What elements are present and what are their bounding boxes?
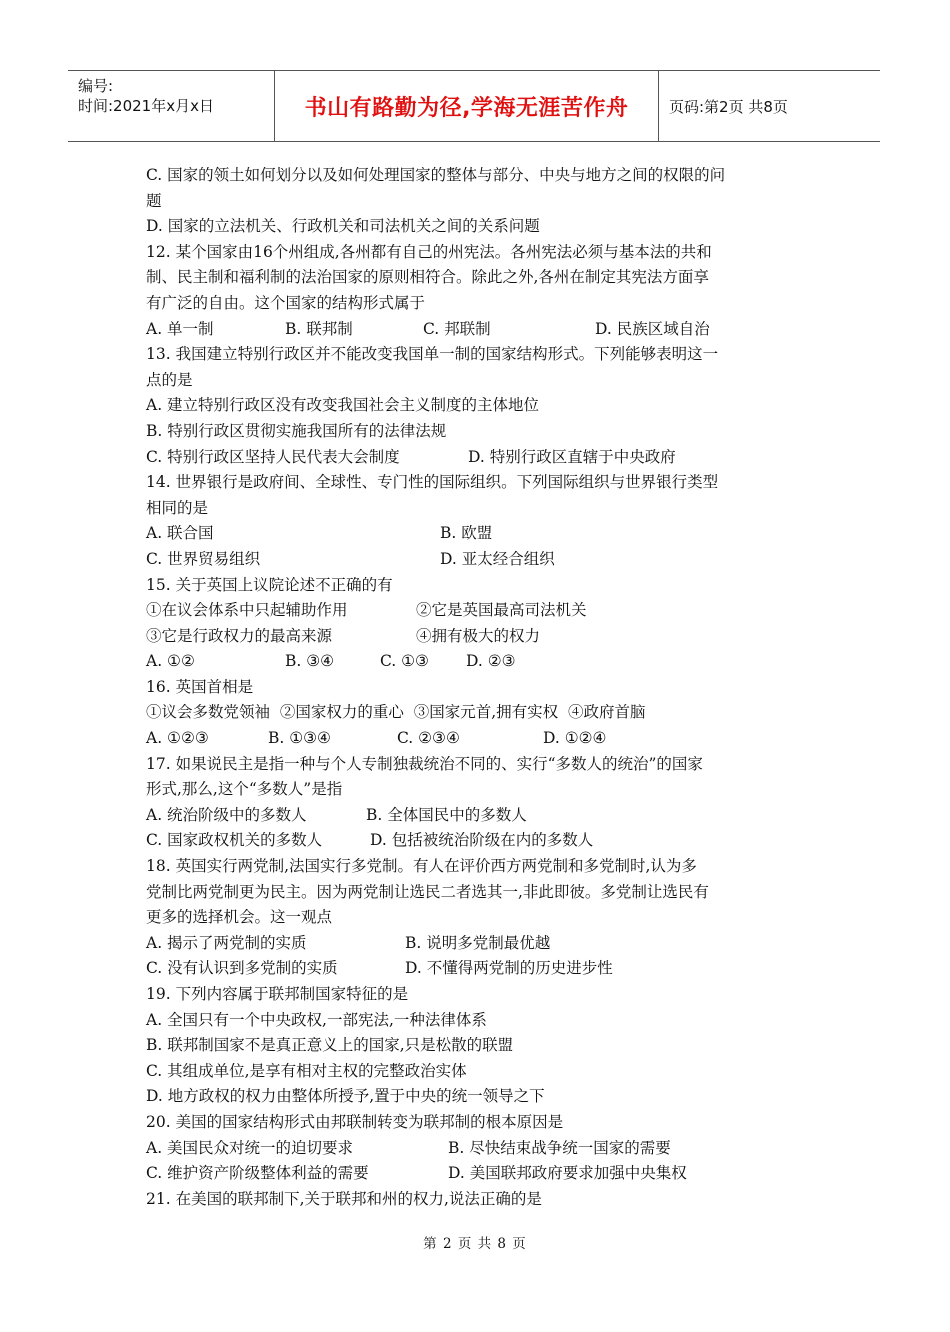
options-row [146, 803, 806, 829]
question-14: 14. 世界银行是政府间、全球性、专门性的国际组织。下列国际组织与世界银行类型 [146, 473, 719, 492]
text-line: 党制比两党制更为民主。因为两党制让选民二者选其一,非此即彼。多党制让选民有 [146, 882, 709, 901]
statement-2: ②它是英国最高司法机关 [416, 601, 587, 620]
text-line: 有广泛的自由。这个国家的结构形式属于 [146, 293, 426, 312]
option-d: D. 亚太经合组织 [440, 549, 555, 568]
option-d: D. 特别行政区直辖于中央政府 [468, 447, 676, 466]
option-a: A. 全国只有一个中央政权,一部宪法,一种法律体系 [146, 1010, 487, 1029]
text-line: 题 [146, 191, 162, 210]
motto: 书山有路勤为径,学海无涯苦作舟 [304, 95, 629, 121]
time-label: 时间:2021年x月x日 [78, 97, 214, 115]
options-row [146, 1136, 806, 1162]
option-c: C. 世界贸易组织 [146, 549, 261, 568]
question-17: 17. 如果说民主是指一种与个人专制独裁统治不同的、实行“多数人的统治”的国家 [146, 754, 703, 773]
option-a: A. 统治阶级中的多数人 [146, 805, 307, 824]
option-b: B. 说明多党制最优越 [405, 933, 551, 952]
options-row [146, 1161, 806, 1187]
option-c: C. ②③④ [397, 729, 460, 748]
options-row [146, 521, 806, 547]
text-line: D. 国家的立法机关、行政机关和司法机关之间的关系问题 [146, 217, 540, 236]
statement-3: ③它是行政权力的最高来源 [146, 626, 333, 645]
option-d: D. ②③ [466, 652, 516, 671]
option-c: C. 其组成单位,是享有相对主权的完整政治实体 [146, 1061, 467, 1080]
option-d: D. 地方政权的权力由整体所授予,置于中央的统一领导之下 [146, 1087, 545, 1106]
option-b: B. 欧盟 [440, 524, 493, 543]
option-d: D. 美国联邦政府要求加强中央集权 [448, 1164, 687, 1183]
option-b: B. 尽快结束战争统一国家的需要 [448, 1138, 671, 1157]
text-line: 制、民主制和福利制的法治国家的原则相符合。除此之外,各州在制定其宪法方面享 [146, 268, 709, 287]
option-c: C. 邦联制 [423, 319, 491, 338]
question-12: 12. 某个国家由16个州组成,各州都有自己的州宪法。各州宪法必须与基本法的共和 [146, 242, 712, 261]
option-a: A. 单一制 [146, 319, 214, 338]
question-15: 15. 关于英国上议院论述不正确的有 [146, 575, 393, 594]
number-label: 编号: [78, 77, 114, 95]
document-body [146, 163, 806, 1212]
option-d: D. 包括被统治阶级在内的多数人 [370, 831, 594, 850]
text-line: 更多的选择机会。这一观点 [146, 908, 333, 927]
statement-4: ④拥有极大的权力 [416, 626, 541, 645]
page-info: 页码:第2页 共8页 [669, 97, 788, 116]
header-meta [68, 71, 275, 141]
option-a: A. 联合国 [146, 524, 214, 543]
option-d: D. 民族区域自治 [595, 319, 710, 338]
options-row [146, 547, 806, 573]
option-b: B. 全体国民中的多数人 [366, 805, 527, 824]
header-page-cell [659, 71, 880, 141]
option-b: B. ③④ [285, 652, 335, 671]
options-row [146, 445, 806, 471]
page-header [68, 70, 880, 142]
option-d: D. ①②④ [543, 729, 607, 748]
option-a: A. ①②③ [146, 729, 209, 748]
option-b: B. ①③④ [268, 729, 331, 748]
option-a: A. 揭示了两党制的实质 [146, 933, 307, 952]
options-row [146, 956, 806, 982]
question-21: 21. 在美国的联邦制下,关于联邦和州的权力,说法正确的是 [146, 1189, 542, 1208]
text-line: C. 国家的领土如何划分以及如何处理国家的整体与部分、中央与地方之间的权限的问 [146, 166, 726, 184]
options-row [146, 317, 806, 343]
option-c: C. ①③ [380, 652, 429, 671]
question-18: 18. 英国实行两党制,法国实行多党制。有人在评价西方两党制和多党制时,认为多 [146, 857, 697, 876]
option-a: A. 美国民众对统一的迫切要求 [146, 1138, 354, 1157]
statements-row: ①议会多数党领袖 ②国家权力的重心 ③国家元首,拥有实权 ④政府首脑 [146, 703, 646, 722]
option-c: C. 维护资产阶级整体利益的需要 [146, 1164, 369, 1183]
option-b: B. 联邦制国家不是真正意义上的国家,只是松散的联盟 [146, 1036, 514, 1055]
option-c: C. 没有认识到多党制的实质 [146, 959, 338, 978]
option-b: B. 特别行政区贯彻实施我国所有的法律法规 [146, 421, 447, 440]
question-20: 20. 美国的国家结构形式由邦联制转变为联邦制的根本原因是 [146, 1112, 564, 1131]
text-line: 形式,那么,这个“多数人”是指 [146, 780, 343, 799]
question-19: 19. 下列内容属于联邦制国家特征的是 [146, 985, 409, 1003]
text-line: 点的是 [146, 370, 193, 389]
option-a: A. ①② [146, 652, 195, 671]
options-row [146, 649, 806, 675]
question-16: 16. 英国首相是 [146, 677, 254, 696]
text-line: 相同的是 [146, 498, 209, 517]
statements-row [146, 598, 806, 624]
question-13: 13. 我国建立特别行政区并不能改变我国单一制的国家结构形式。下列能够表明这一 [146, 345, 719, 364]
option-c: C. 国家政权机关的多数人 [146, 831, 323, 850]
options-row [146, 931, 806, 957]
options-row [146, 726, 806, 752]
options-row [146, 828, 806, 854]
statements-row [146, 624, 806, 650]
page-footer: 第 2 页 共 8 页 [423, 1236, 527, 1252]
option-c: C. 特别行政区坚持人民代表大会制度 [146, 447, 400, 466]
option-b: B. 联邦制 [285, 319, 353, 338]
option-d: D. 不懂得两党制的历史进步性 [405, 959, 613, 978]
option-a: A. 建立特别行政区没有改变我国社会主义制度的主体地位 [146, 396, 540, 415]
statement-1: ①在议会体系中只起辅助作用 [146, 601, 348, 620]
header-motto-cell [275, 71, 659, 141]
